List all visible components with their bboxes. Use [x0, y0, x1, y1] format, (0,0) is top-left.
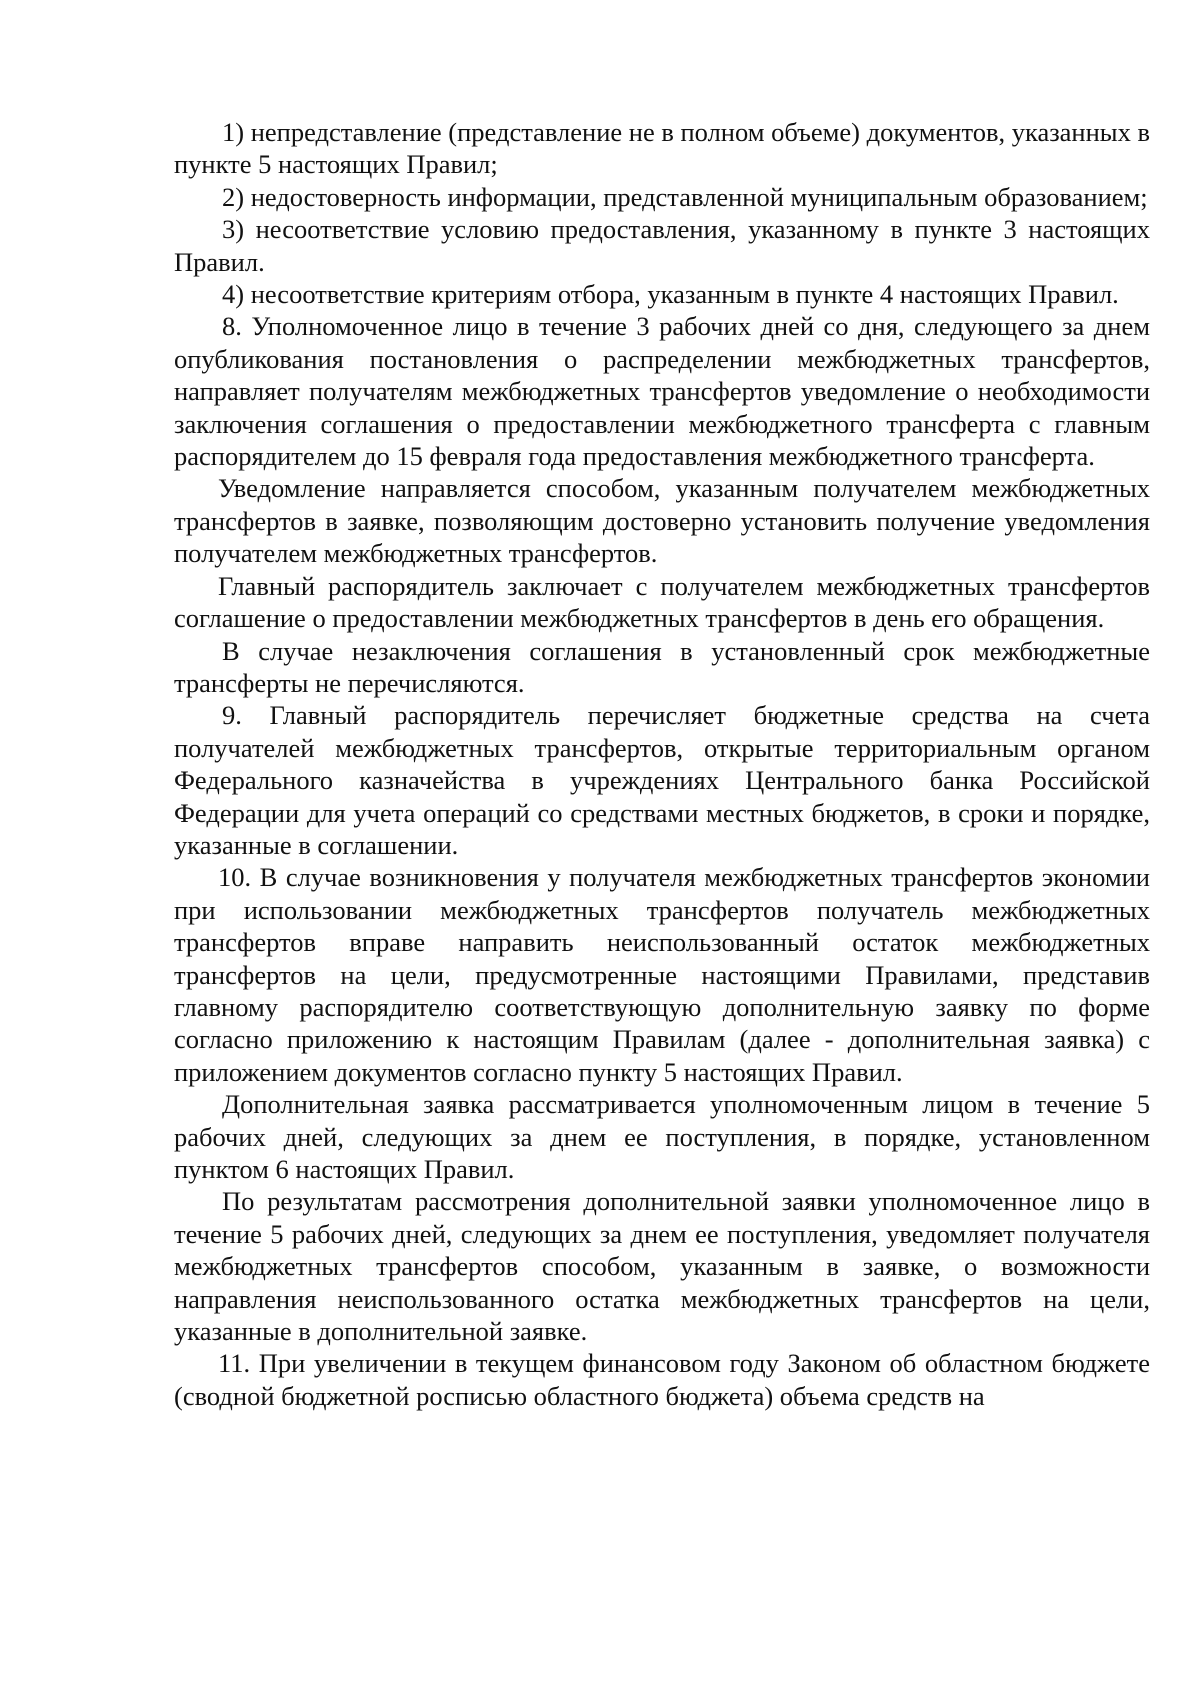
paragraph-clause-9: 9. Главный распорядитель перечисляет бюджетные средства на счета получателей межбюджетных трансфертов, открытые территориальным органом Федерального казначейства в учреждениях Центрального банка Российской Федерации для учета операций со средствами местных бюджетов, в сроки и порядке, указанные в соглашении. [174, 700, 1150, 860]
paragraph-item-2: 2) недостоверность информации, представленной муниципальным образованием; [222, 181, 1148, 212]
document-body [174, 116, 1150, 1412]
paragraph-clause-8: 8. Уполномоченное лицо в течение 3 рабочих дней со дня, следующего за днем опубликования постановления о распределении межбюджетных трансфертов, направляет получателям межбюджетных трансфертов уведомление о необходимости заключения соглашения о предоставлении межбюджетного трансферта с главным распорядителем до 15 февраля года предоставления межбюджетного трансферта. [174, 311, 1150, 472]
paragraph-review-results: По результатам рассмотрения дополнительной заявки уполномоченное лицо в течение 5 рабочих дней, следующих за днем ее поступления, уведомляет получателя межбюджетных трансфертов способом, указанным в заявке, о возможности направления неиспользованного остатка межбюджетных трансфертов на цели, указанные в дополнительной заявке. [174, 1186, 1150, 1347]
paragraph-agreement: Главный распорядитель заключает с получателем межбюджетных трансфертов соглашение о предоставлении межбюджетных трансфертов в день его обращения. [174, 570, 1150, 634]
paragraph-item-3: 3) несоответствие условию предоставления, указанному в пункте 3 настоящих Правил. [174, 214, 1150, 277]
paragraph-notification: Уведомление направляется способом, указанным получателем межбюджетных трансфертов в заявке, позволяющим достоверно установить получение уведомления получателем межбюджетных трансфертов. [174, 473, 1150, 569]
paragraph-clause-11: 11. При увеличении в текущем финансовом году Законом об областном бюджете (сводной бюджетной росписью областного бюджета) объема средств на [174, 1348, 1150, 1411]
paragraph-clause-10: 10. В случае возникновения у получателя межбюджетных трансфертов экономии при использовании межбюджетных трансфертов получатель межбюджетных трансфертов вправе направить неиспользованный остаток межбюджетных трансфертов на цели, предусмотренные настоящими Правилами, представив главному распорядителю соответствующую дополнительную заявку по форме согласно приложению к настоящим Правилам (далее - дополнительная заявка) с приложением документов согласно пункту 5 настоящих Правил. [174, 862, 1150, 1087]
paragraph-item-1: 1) непредставление (представление не в полном объеме) документов, указанных в пункте 5 настоящих Правил; [174, 117, 1150, 180]
paragraph-additional-request: Дополнительная заявка рассматривается уполномоченным лицом в течение 5 рабочих дней, следующих за днем ее поступления, в порядке, установленном пунктом 6 настоящих Правил. [174, 1089, 1150, 1184]
paragraph-item-4: 4) несоответствие критериям отбора, указанным в пункте 4 настоящих Правил. [222, 279, 1119, 310]
paragraph-non-conclusion: В случае незаключения соглашения в установленный срок межбюджетные трансферты не перечисляются. [174, 635, 1150, 698]
